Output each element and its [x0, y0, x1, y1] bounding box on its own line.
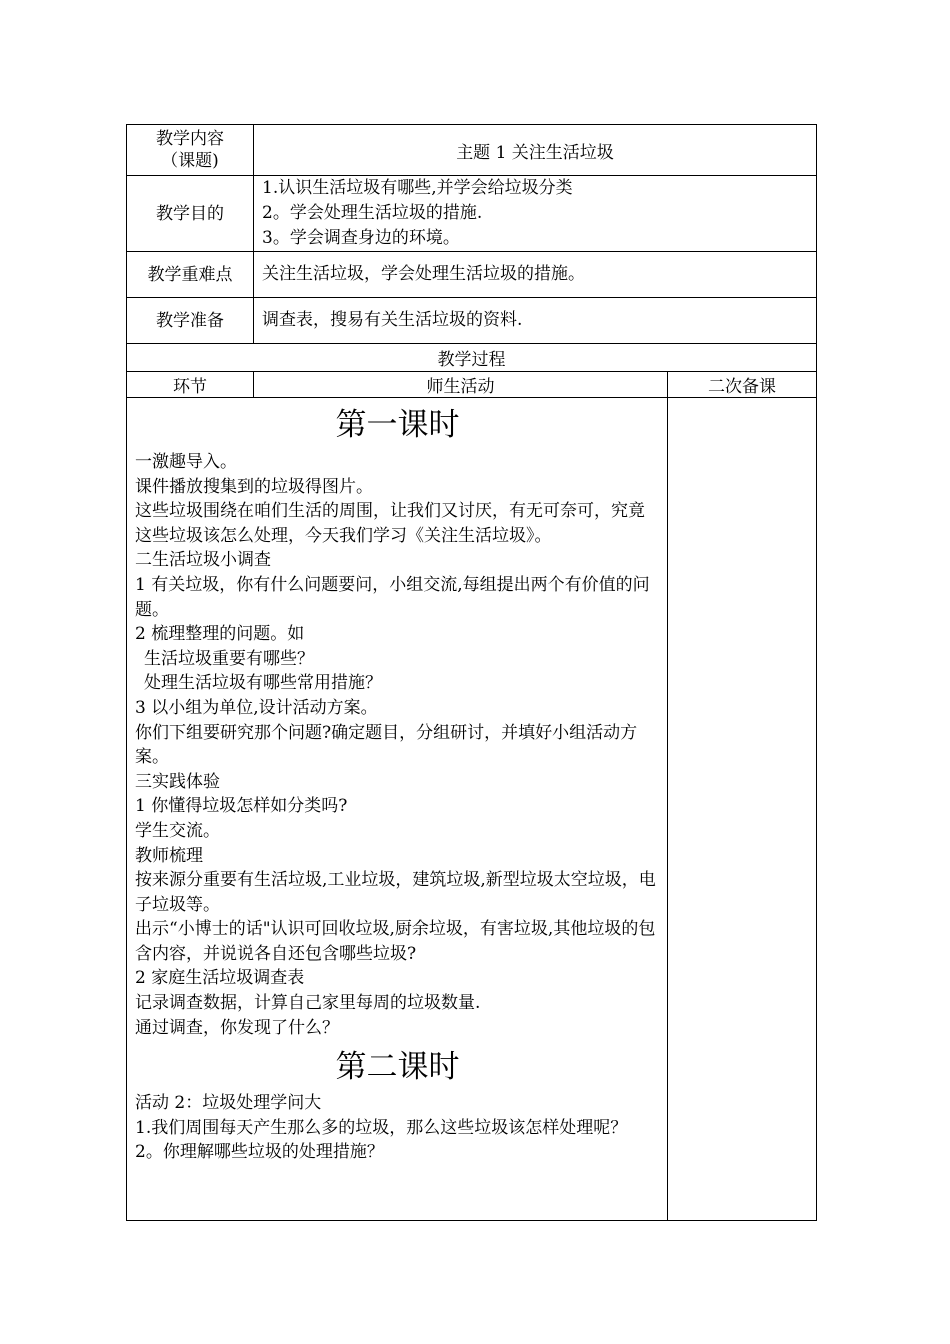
- content-line: 一激趣导入。: [135, 452, 237, 472]
- goal-item: 1.认识生活垃圾有哪些,并学会给垃圾分类: [262, 178, 573, 198]
- key-points-value: 关注生活垃圾，学会处理生活垃圾的措施。: [254, 252, 817, 298]
- preparation-row: [127, 298, 817, 344]
- content-line: 出示“小博士的话"认识可回收垃圾,厨余垃圾，有害垃圾,其他垃圾的包含内容，并说说各自还包含哪些垃圾?: [135, 919, 656, 964]
- preparation-label: 教学准备: [127, 298, 254, 344]
- process-title-row: [127, 344, 817, 372]
- activities-content: [127, 398, 668, 1221]
- content-line: 记录调查数据，计算自己家里每周的垃圾数量.: [135, 993, 481, 1014]
- content-line: 1 有关垃圾，你有什么问题要问，小组交流,每组提出两个有价值的问题。: [135, 574, 650, 620]
- column-header-activities: 师生活动: [254, 372, 668, 398]
- topic-row: [127, 125, 817, 176]
- content-line: 课件播放搜集到的垃圾得图片。: [135, 476, 373, 497]
- content-line: 教师梳理: [135, 845, 203, 866]
- topic-label: [127, 125, 254, 176]
- content-line: 学生交流。: [135, 820, 220, 841]
- key-points-row: [127, 252, 817, 298]
- content-line: 三实践体验: [135, 771, 220, 792]
- goals-value: [254, 176, 817, 252]
- content-line: 2。你理解哪些垃圾的处理措施？: [135, 1142, 384, 1163]
- lesson2-heading: 第二课时: [335, 1049, 460, 1086]
- content-line: 通过调查，你发现了什么？: [135, 1017, 339, 1038]
- lesson-plan-table: [126, 124, 817, 1221]
- column-header-stage: 环节: [127, 372, 254, 398]
- preparation-value: 调查表，搜易有关生活垃圾的资料.: [254, 298, 817, 344]
- key-points-label: 教学重难点: [127, 252, 254, 298]
- content-line: 这些垃圾围绕在咱们生活的周围，让我们又讨厌，有无可奈可，究竟这些垃圾该怎么处理，今天我们学习《关注生活垃圾》。: [135, 501, 645, 546]
- content-line: 活动 2：垃圾处理学问大: [135, 1093, 322, 1114]
- content-line: 1 你懂得垃圾怎样如分类吗?: [135, 796, 348, 817]
- content-row: [127, 398, 817, 1221]
- content-line: 2 家庭生活垃圾调查表: [135, 968, 305, 989]
- lesson1-heading: 第一课时: [335, 407, 460, 443]
- content-line: 二生活垃圾小调查: [135, 550, 271, 571]
- column-header-row: [127, 372, 817, 398]
- content-line: 按来源分重要有生活垃圾,工业垃圾，建筑垃圾,新型垃圾太空垃圾，电子垃圾等。: [135, 870, 656, 915]
- topic-value: 主题 1 关注生活垃圾: [254, 125, 817, 176]
- goal-item: 3。学会调查身边的环境。: [262, 228, 460, 248]
- topic-label-line2: （课题): [161, 151, 219, 171]
- content-line: 处理生活垃圾有哪些常用措施？: [144, 673, 382, 694]
- topic-label-line1: 教学内容: [156, 129, 224, 149]
- content-line: 你们下组要研究那个问题?确定题目，分组研讨，并填好小组活动方案。: [135, 722, 638, 768]
- goal-item: 2。学会处理生活垃圾的措施.: [262, 203, 483, 223]
- process-title: 教学过程: [127, 344, 817, 372]
- content-line: 1.我们周围每天产生那么多的垃圾，那么这些垃圾该怎样处理呢？: [135, 1117, 628, 1138]
- goals-row: [127, 176, 817, 252]
- content-line: 生活垃圾重要有哪些？: [144, 648, 314, 669]
- revision-column: [668, 398, 817, 1221]
- goals-label: 教学目的: [127, 176, 254, 252]
- content-line: 3 以小组为单位,设计活动方案。: [135, 697, 378, 718]
- content-line: 2 梳理整理的问题。如: [135, 624, 305, 645]
- column-header-revision: 二次备课: [668, 372, 817, 398]
